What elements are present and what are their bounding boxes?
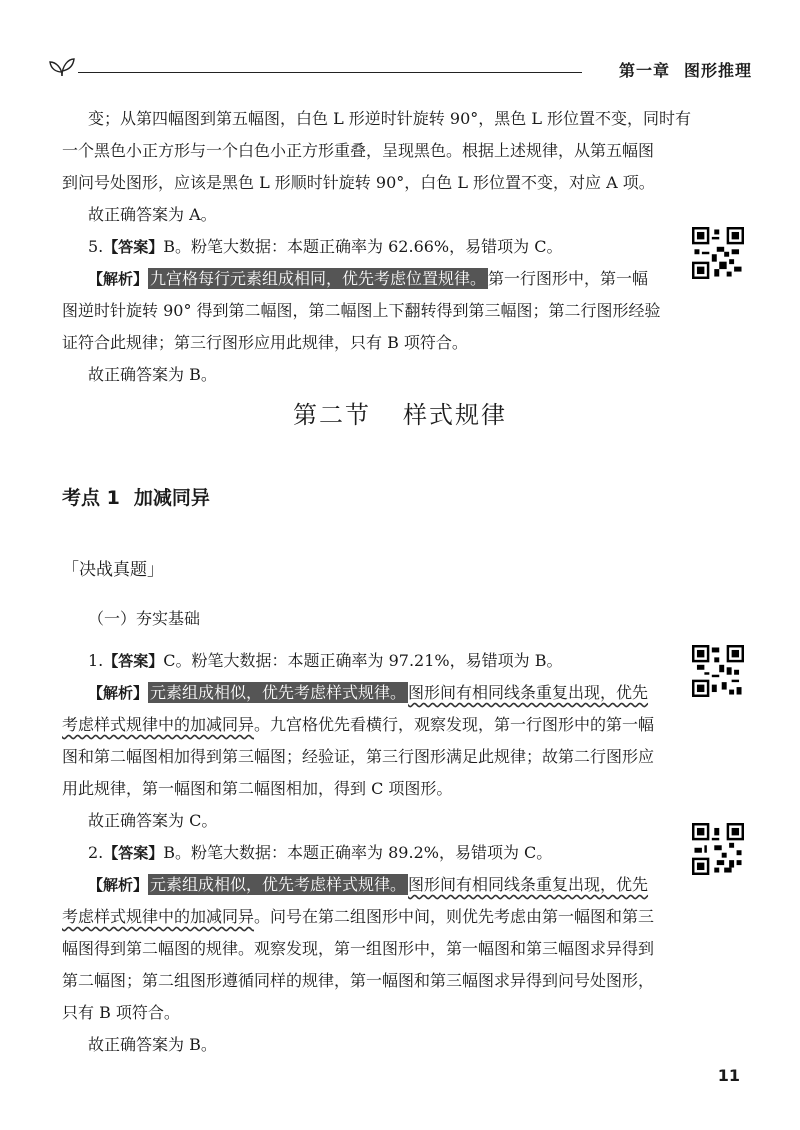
- text-line: 证符合此规律；第三行图形应用此规律，只有 B 项符合。: [62, 333, 468, 352]
- highlight: 元素组成相似，优先考虑样式规律。: [150, 875, 407, 894]
- section-title: 第二节 样式规律: [293, 401, 507, 429]
- text-line: 只有 B 项符合。: [62, 1003, 180, 1022]
- answer-line: 故正确答案为 B。: [88, 365, 217, 384]
- chapter-title: 第一章 图形推理: [618, 61, 752, 80]
- q1-answer: 1.【答案】C。粉笔大数据：本题正确率为 97.21%，易错项为 B。: [88, 651, 563, 670]
- juezhan-label: 「决战真题」: [62, 560, 164, 580]
- leaf-icon: [48, 56, 76, 78]
- text-line: 图和第二幅图相加得到第三幅图；经验证，第三行图形满足此规律；故第二行图形应: [62, 747, 655, 766]
- page-number: 11: [717, 1066, 740, 1085]
- q5-analysis: 【解析】 九宫格每行元素组成相同，优先考虑位置规律。 第一行图形中，第一幅: [88, 269, 649, 288]
- page-header: [48, 52, 760, 82]
- text-line: 第二幅图；第二组图形遵循同样的规律，第一幅图和第三幅图求异得到问号处图形，: [62, 971, 655, 990]
- highlight: 元素组成相似，优先考虑样式规律。: [150, 683, 407, 702]
- q5-answer: 5.【答案】B。粉笔大数据：本题正确率为 62.66%，易错项为 C。: [88, 237, 563, 256]
- text-line: 考虑样式规律中的加减同异。问号在第二组图形中间，则优先考虑由第一幅图和第三: [62, 907, 655, 926]
- text-line: 用此规律，第一幅图和第二幅图相加，得到 C 项图形。: [62, 779, 453, 798]
- qr-code-icon[interactable]: [692, 227, 744, 279]
- answer-line: 故正确答案为 C。: [88, 811, 218, 830]
- point-title: 考点 1 加减同异: [62, 487, 210, 509]
- q2-analysis: 【解析】 元素组成相似，优先考虑样式规律。 图形间有相同线条重复出现，优先: [88, 875, 649, 894]
- answer-line: 故正确答案为 A。: [88, 205, 217, 224]
- subsection-title: （一）夯实基础: [88, 609, 201, 628]
- answer-line: 故正确答案为 B。: [88, 1035, 217, 1054]
- text-line: 考虑样式规律中的加减同异。九宫格优先看横行，观察发现，第一行图形中的第一幅: [62, 715, 655, 734]
- text-line: 图逆时针旋转 90° 得到第二幅图，第二幅图上下翻转得到第三幅图；第二行图形经验: [62, 301, 661, 320]
- text-line: 一个黑色小正方形与一个白色小正方形重叠，呈现黑色。根据上述规律，从第五幅图: [62, 141, 655, 160]
- qr-code-icon[interactable]: [692, 823, 744, 875]
- q1-analysis: 【解析】 元素组成相似，优先考虑样式规律。 图形间有相同线条重复出现，优先: [88, 683, 649, 702]
- highlight: 九宫格每行元素组成相同，优先考虑位置规律。: [150, 269, 487, 288]
- text-line: 到问号处图形，应该是黑色 L 形顺时针旋转 90°，白色 L 形位置不变，对应 A 项。: [62, 173, 655, 192]
- q2-answer: 2.【答案】B。粉笔大数据：本题正确率为 89.2%，易错项为 C。: [88, 843, 553, 862]
- text-line: 变；从第四幅图到第五幅图，白色 L 形逆时针旋转 90°，黑色 L 形位置不变，同时有: [88, 109, 692, 128]
- text-line: 幅图得到第二幅图的规律。观察发现，第一组图形中，第一幅图和第三幅图求异得到: [62, 939, 655, 958]
- header-rule: [78, 72, 582, 73]
- qr-code-icon[interactable]: [692, 645, 744, 697]
